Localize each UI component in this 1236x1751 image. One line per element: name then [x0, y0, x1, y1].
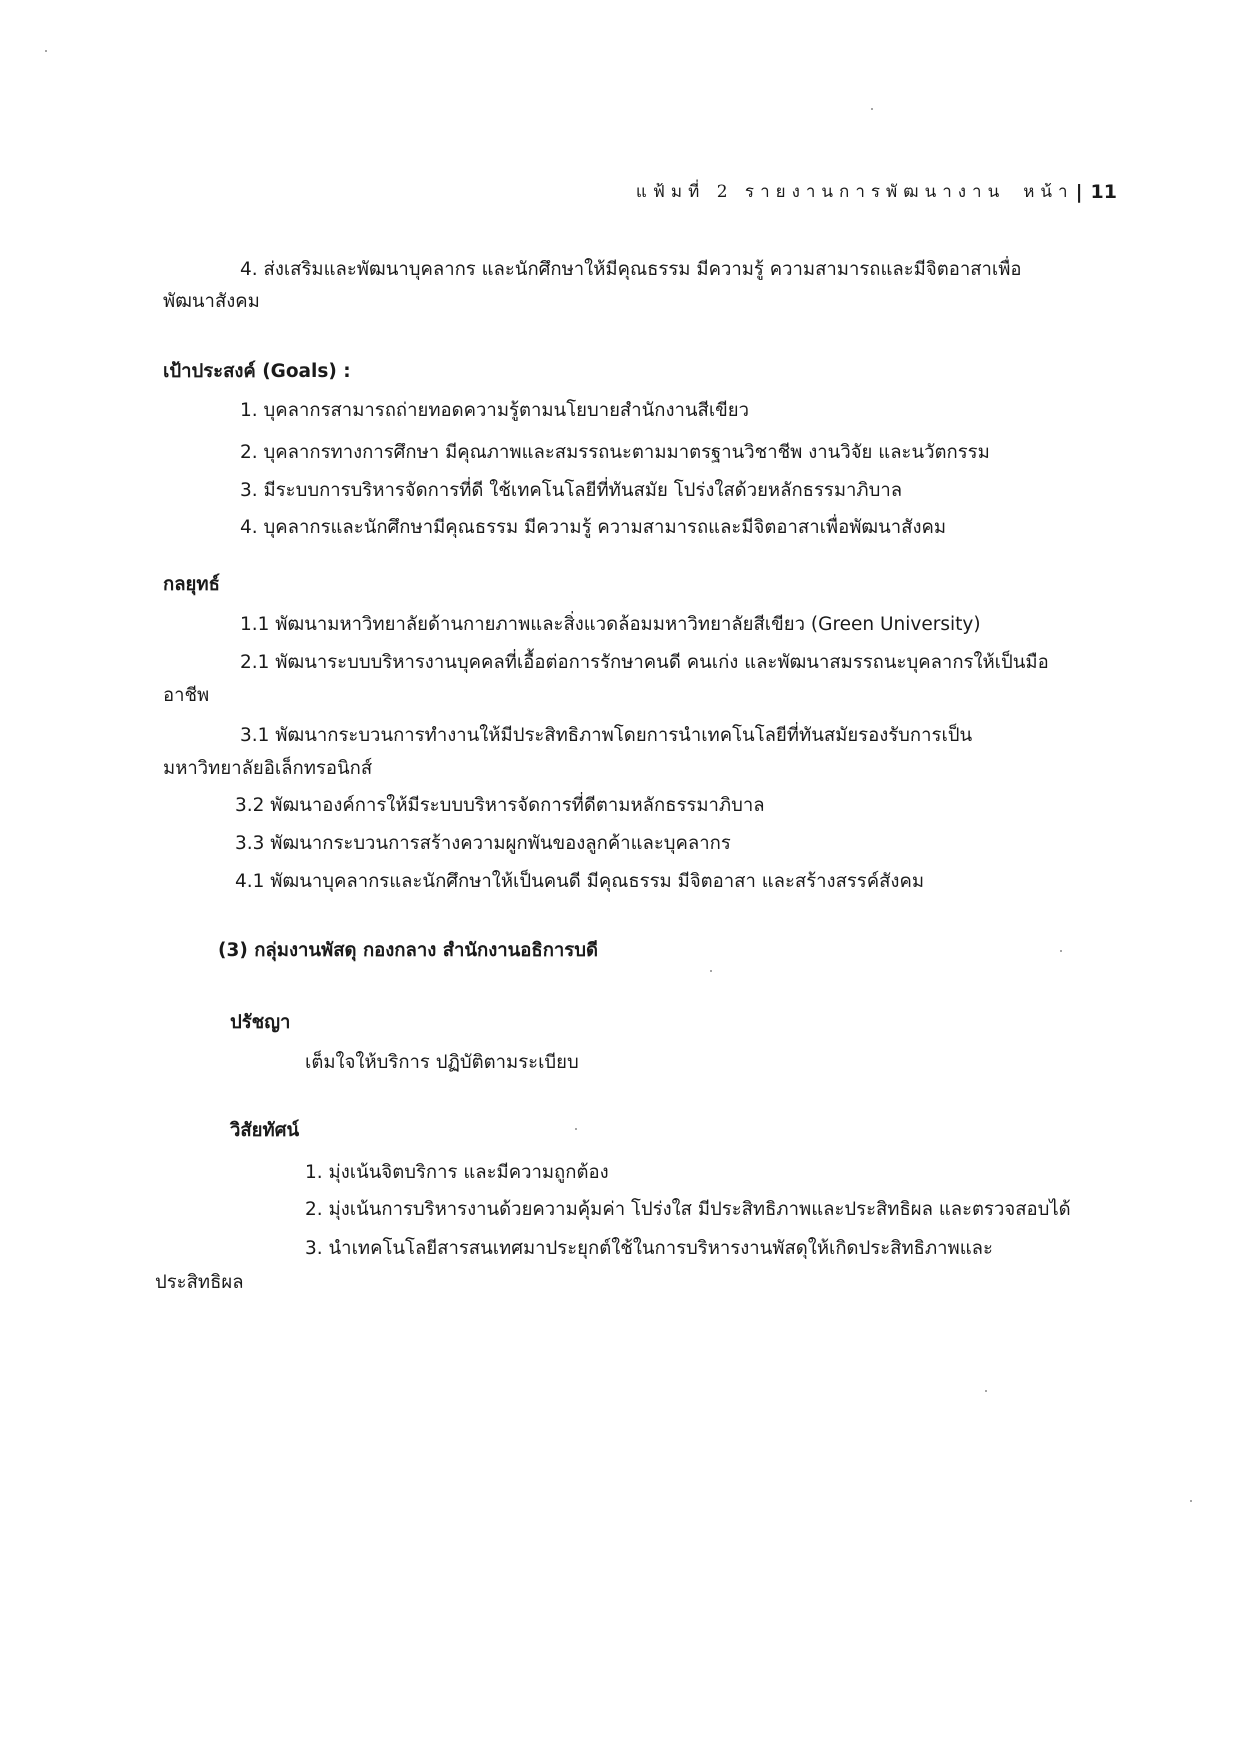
page-number: 11 [1090, 180, 1117, 203]
strategy-4-1: 4.1 พัฒนาบุคลากรและนักศึกษาให้เป็นคนดี มีคุณธรรม มีจิตอาสา และสร้างสรรค์สังคม [235, 871, 925, 892]
scan-speck [575, 1128, 577, 1130]
document-title: แฟ้มที่ 2 รายงานการพัฒนางาน [635, 182, 1006, 202]
philosophy-text: เต็มใจให้บริการ ปฏิบัติตามระเบียบ [305, 1052, 579, 1073]
vision-item-3-line2: ประสิทธิผล [155, 1272, 244, 1293]
scan-speck [871, 108, 873, 110]
strategy-3-3: 3.3 พัฒนากระบวนการสร้างความผูกพันของลูกค้าและบุคลากร [235, 833, 731, 854]
scan-speck [1060, 950, 1062, 952]
philosophy-heading: ปรัชญา [230, 1012, 291, 1033]
goal-item-1: 1. บุคลากรสามารถถ่ายทอดความรู้ตามนโยบายสำนักงานสีเขียว [240, 400, 750, 421]
vision-item-2: 2. มุ่งเน้นการบริหารงานด้วยความคุ้มค่า โปร่งใส มีประสิทธิภาพและประสิทธิผล และตรวจสอบได้ [305, 1199, 1071, 1220]
goal-item-4: 4. บุคลากรและนักศึกษามีคุณธรรม มีความรู้ ความสามารถและมีจิตอาสาเพื่อพัฒนาสังคม [240, 517, 947, 538]
strategy-2-1-line2: อาชีพ [163, 685, 210, 706]
mission-item-4-line1: 4. ส่งเสริมและพัฒนาบุคลากร และนักศึกษาให้มีคุณธรรม มีความรู้ ความสามารถและมีจิตอาสาเพื่อ [240, 259, 1022, 280]
section-3-title: (3) กลุ่มงานพัสดุ กองกลาง สำนักงานอธิการบดี [218, 940, 598, 961]
goal-item-3: 3. มีระบบการบริหารจัดการที่ดี ใช้เทคโนโลยีที่ทันสมัย โปร่งใสด้วยหลักธรรมาภิบาล [240, 480, 903, 501]
vision-item-3-line1: 3. นำเทคโนโลยีสารสนเทศมาประยุกต์ใช้ในการบริหารงานพัสดุให้เกิดประสิทธิภาพและ [305, 1238, 993, 1259]
vision-heading: วิสัยทัศน์ [230, 1120, 300, 1141]
page-header [636, 178, 1117, 205]
vision-item-1: 1. มุ่งเน้นจิตบริการ และมีความถูกต้อง [305, 1162, 609, 1183]
strategy-3-2: 3.2 พัฒนาองค์การให้มีระบบบริหารจัดการที่ดีตามหลักธรรมาภิบาล [235, 795, 765, 816]
strategy-heading: กลยุทธ์ [163, 574, 220, 595]
scan-speck [45, 50, 47, 52]
strategy-2-1-line1: 2.1 พัฒนาระบบบริหารงานบุคคลที่เอื้อต่อการรักษาคนดี คนเก่ง และพัฒนาสมรรถนะบุคลากรให้เป็นมือ [240, 652, 1049, 673]
scan-speck [710, 970, 712, 972]
strategy-3-1-line1: 3.1 พัฒนากระบวนการทำงานให้มีประสิทธิภาพโดยการนำเทคโนโลยีที่ทันสมัยรองรับการเป็น [240, 725, 973, 746]
strategy-3-1-line2: มหาวิทยาลัยอิเล็กทรอนิกส์ [163, 758, 373, 779]
goal-item-2: 2. บุคลากรทางการศึกษา มีคุณภาพและสมรรถนะตามมาตรฐานวิชาชีพ งานวิจัย และนวัตกรรม [240, 442, 990, 463]
scan-speck [1190, 1500, 1192, 1502]
page-label: หน้า [1023, 182, 1074, 202]
strategy-1-1: 1.1 พัฒนามหาวิทยาลัยด้านกายภาพและสิ่งแวดล้อมมหาวิทยาลัยสีเขียว (Green University) [240, 614, 981, 635]
mission-item-4-line2: พัฒนาสังคม [163, 291, 260, 312]
goals-heading: เป้าประสงค์ (Goals) : [163, 361, 351, 382]
header-separator: | [1075, 180, 1083, 203]
scan-speck [985, 1390, 987, 1392]
